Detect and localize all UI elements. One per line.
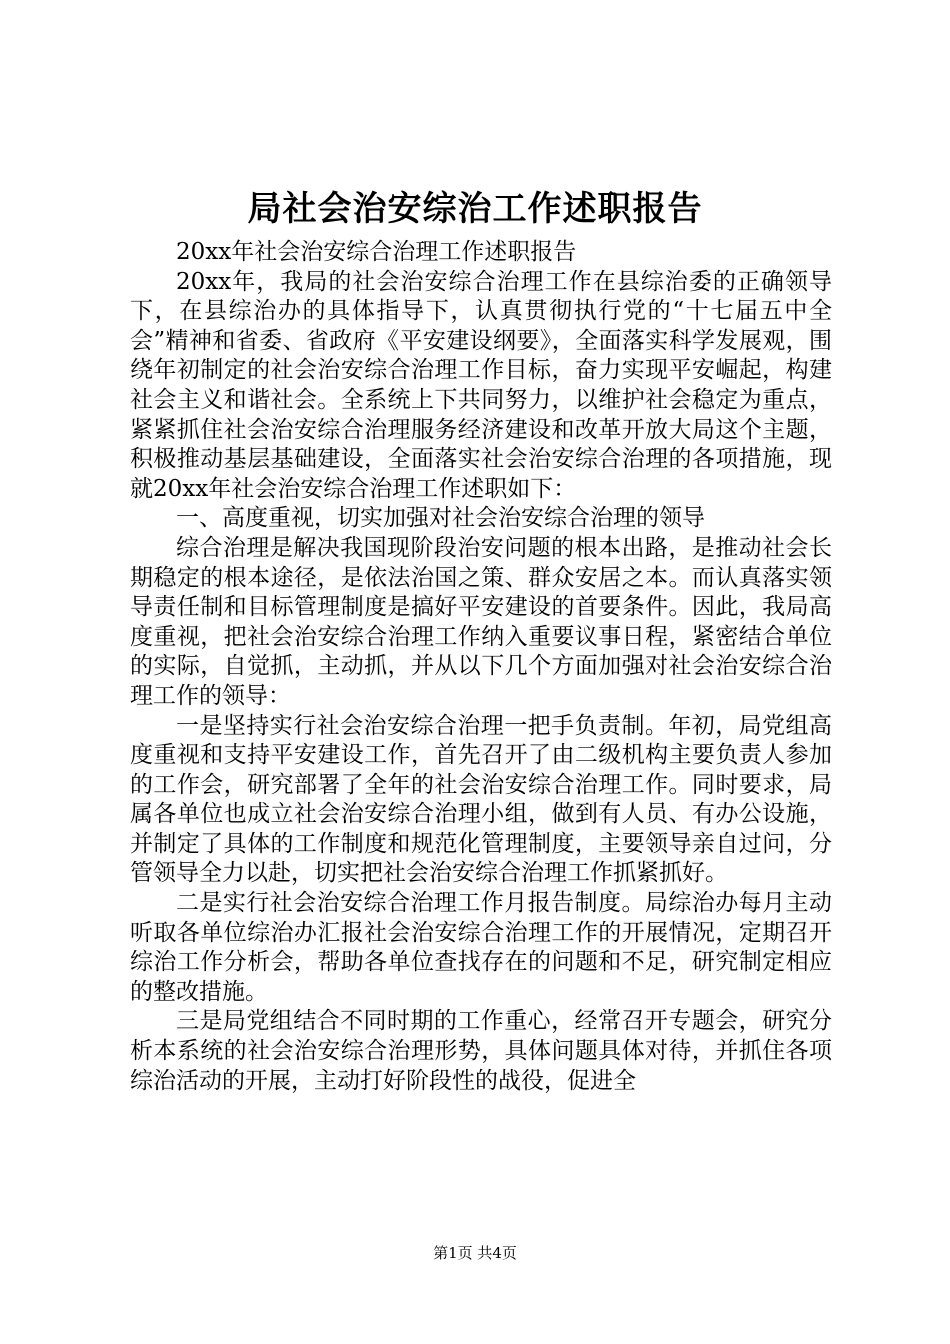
paragraph-intro: 20xx年，我局的社会治安综合治理工作在县综治委的正确领导下，在县综治办的具体指导下，认真贯彻执行党的“十七届五中全会”精神和省委、省政府《平安建设纲要》，全面落实科学发展观，围绕年初制定的社会治安综合治理工作目标，奋力实现平安崛起，构建社会主义和谐社会。全系统上下共同努力，以维护社会稳定为重点，紧紧抓住社会治安综合治理服务经济建设和改革开放大局这个主题，积极推动基层基础建设，全面落实社会治安综合治理的各项措施，现就20xx年社会治安综合治理工作述职如下： — [130, 268, 832, 502]
paragraph-subtitle: 20xx年社会治安综合治理工作述职报告 — [176, 239, 577, 265]
section-heading-1: 一、高度重视，切实加强对社会治安综合治理的领导 — [176, 505, 705, 532]
page-footer: 第1页 共4页 — [433, 1244, 517, 1262]
paragraph-point-3: 三是局党组结合不同时期的工作重心，经常召开专题会，研究分析本系统的社会治安综合治理形势，具体问题具体对待，并抓住各项综治活动的开展，主动打好阶段性的战役，促进全 — [130, 1008, 832, 1094]
paragraph-point-1: 一是坚持实行社会治安综合治理一把手负责制。年初，局党组高度重视和支持平安建设工作，首先召开了由二级机构主要负责人参加的工作会，研究部署了全年的社会治安综合治理工作。同时要求，局属各单位也成立社会治安综合治理小组，做到有人员、有办公设施，并制定了具体的工作制度和规范化管理制度，主要领导亲自过问，分管领导全力以赴，切实把社会治安综合治理工作抓紧抓好。 — [130, 712, 832, 887]
document-body — [130, 238, 832, 1096]
paragraph-comprehensive-governance: 综合治理是解决我国现阶段治安问题的根本出路，是推动社会长期稳定的根本途径，是依法治国之策、群众安居之本。而认真落实领导责任制和目标管理制度是搞好平安建设的首要条件。因此，我局高度重视，把社会治安综合治理工作纳入重要议事日程，紧密结合单位的实际，自觉抓，主动抓，并从以下几个方面加强对社会治安综合治理工作的领导： — [130, 534, 832, 709]
paragraph-point-2: 二是实行社会治安综合治理工作月报告制度。局综治办每月主动听取各单位综治办汇报社会治安综合治理工作的开展情况，定期召开综治工作分析会，帮助各单位查找存在的问题和不足，研究制定相应的整改措施。 — [130, 890, 832, 1005]
document-title: 局社会治安综治工作述职报告 — [247, 189, 703, 229]
